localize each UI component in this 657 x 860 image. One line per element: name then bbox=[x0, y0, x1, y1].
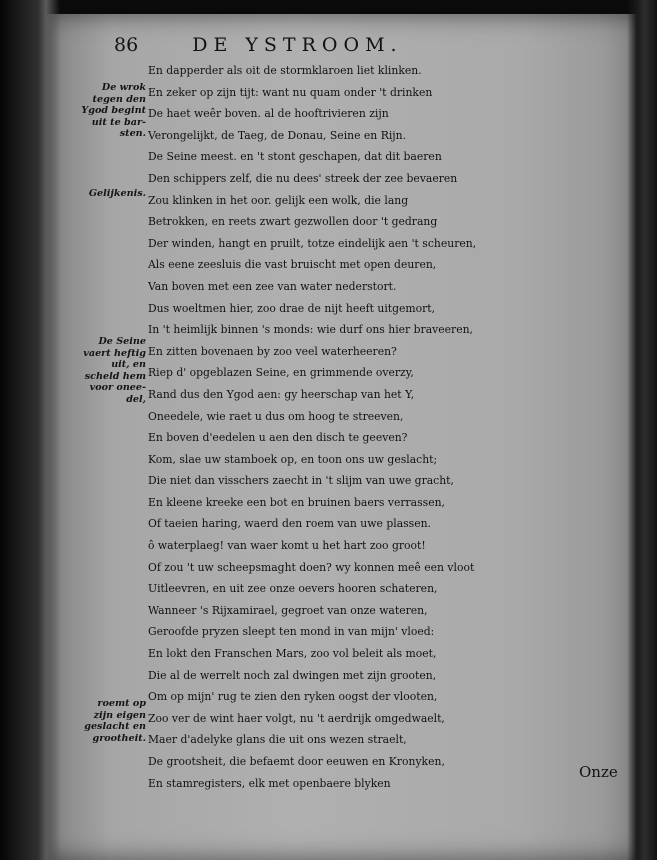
margin-note-line: De Seine bbox=[98, 336, 146, 347]
poem-line: Als eene zeesluis die vast bruischt met open deuren, bbox=[148, 258, 437, 272]
margin-note bbox=[83, 336, 146, 405]
poem-line: Wanneer 's Rijxamirael, gegroet van onze wateren, bbox=[148, 603, 428, 617]
poem-line: Zoo ver de wint haer volgt, nu 't aerdrijk omgedwaelt, bbox=[148, 711, 445, 725]
poem-line: Den schippers zelf, die nu dees' streek der zee bevaeren bbox=[148, 171, 458, 185]
margin-note-line: Gelijkenis. bbox=[88, 188, 146, 199]
poem-line: Zou klinken in het oor. gelijk een wolk, die lang bbox=[148, 193, 409, 207]
margin-note bbox=[84, 698, 146, 744]
margin-note-line: sten. bbox=[119, 128, 146, 139]
poem-line: ô waterplaeg! van waer komt u het hart zoo groot! bbox=[148, 539, 426, 553]
poem-line: Die niet dan visschers zaecht in 't slijm van uwe gracht, bbox=[148, 474, 454, 488]
poem-line: Riep d' opgeblazen Seine, en grimmende overzy, bbox=[148, 366, 414, 380]
poem-line: En zitten bovenaen by zoo veel waterheeren? bbox=[148, 344, 397, 358]
margin-note-line: vaert heftig bbox=[83, 347, 146, 359]
page-right-edge bbox=[627, 0, 657, 860]
margin-note-line: grootheit. bbox=[92, 732, 146, 744]
poem-line: Der winden, hangt en pruilt, totze eindelijk aen 't scheuren, bbox=[148, 236, 477, 250]
page-gutter bbox=[0, 0, 60, 860]
poem-line: De haet weêr boven. al de hooftrivieren zijn bbox=[148, 107, 389, 121]
poem-line: Of taeien haring, waerd den roem van uwe plassen. bbox=[148, 517, 431, 531]
margin-note-line: Ygod begint bbox=[81, 105, 146, 116]
poem-line: En stamregisters, elk met openbaere blyken bbox=[148, 776, 391, 790]
poem-line: Rand dus den Ygod aen: gy heerschap van het Y, bbox=[148, 387, 415, 401]
margin-note-line: uit, en bbox=[111, 359, 146, 370]
poem-line: De Seine meest. en 't stont geschapen, dat dit baeren bbox=[148, 150, 442, 164]
poem-line: Die al de werrelt noch zal dwingen met zijn grooten, bbox=[148, 668, 437, 682]
margin-note bbox=[89, 188, 146, 200]
poem-line: Maer d'adelyke glans die uit ons wezen straelt, bbox=[148, 733, 407, 747]
poem-line: Verongelijkt, de Taeg, de Donau, Seine en Rijn. bbox=[148, 128, 407, 142]
header-title: DE YSTROOM. bbox=[192, 34, 403, 56]
poem-line: En kleene kreeke een bot en bruinen baers verrassen, bbox=[148, 495, 445, 509]
poem-line: Dus woeltmen hier, zoo drae de nijt heeft uitgemort, bbox=[148, 301, 436, 315]
poem-line: En lokt den Franschen Mars, zoo vol beleit als moet, bbox=[148, 647, 437, 661]
margin-note-line: tegen den bbox=[92, 93, 146, 105]
poem-line: En dapperder als oit de stormklaroen liet klinken. bbox=[148, 64, 422, 77]
poem-line: Om op mijn' rug te zien den ryken oogst der vlooten, bbox=[148, 690, 438, 704]
margin-note-line: uit te bar- bbox=[91, 116, 146, 128]
poem-line: De grootsheit, die befaemt door eeuwen en Kronyken, bbox=[148, 755, 445, 768]
poem-line: Van boven met een zee van water nederstort. bbox=[148, 279, 397, 293]
catchword: Onze bbox=[579, 763, 618, 781]
poem-line: En zeker op zijn tijt: want nu quam onder 't drinken bbox=[148, 85, 433, 99]
poem-line: Uitleevren, en uit zee onze oevers hooren schateren, bbox=[148, 582, 438, 596]
margin-note-line: geslacht en bbox=[84, 721, 146, 732]
poem-line: Kom, slae uw stamboek op, en toon ons uw geslacht; bbox=[148, 452, 438, 466]
margin-note-line: del, bbox=[126, 393, 146, 405]
margin-note bbox=[81, 82, 146, 140]
margin-note-line: zijn eigen bbox=[93, 709, 146, 721]
running-head bbox=[114, 34, 403, 56]
poem-line: Oneedele, wie raet u dus om hoog te streeven, bbox=[148, 409, 404, 423]
poem-line: En boven d'eedelen u aen den disch te geeven? bbox=[148, 431, 408, 445]
margin-note-line: voor onee- bbox=[89, 382, 146, 393]
poem-body bbox=[148, 60, 628, 794]
poem-line: Of zou 't uw scheepsmaght doen? wy konnen meê een vloot bbox=[148, 560, 475, 574]
margin-note-line: roemt op bbox=[97, 698, 146, 709]
poem-line: Betrokken, en reets zwart gezwollen door 't gedrang bbox=[148, 215, 438, 229]
poem-line: In 't heimlijk binnen 's monds: wie durf ons hier braveeren, bbox=[148, 323, 473, 337]
margin-note-line: De wrok bbox=[101, 82, 146, 93]
margin-note-line: scheld hem bbox=[84, 370, 146, 382]
poem-line: Geroofde pryzen sleept ten mond in van mijn' vloed: bbox=[148, 625, 435, 639]
page-number: 86 bbox=[114, 34, 139, 56]
